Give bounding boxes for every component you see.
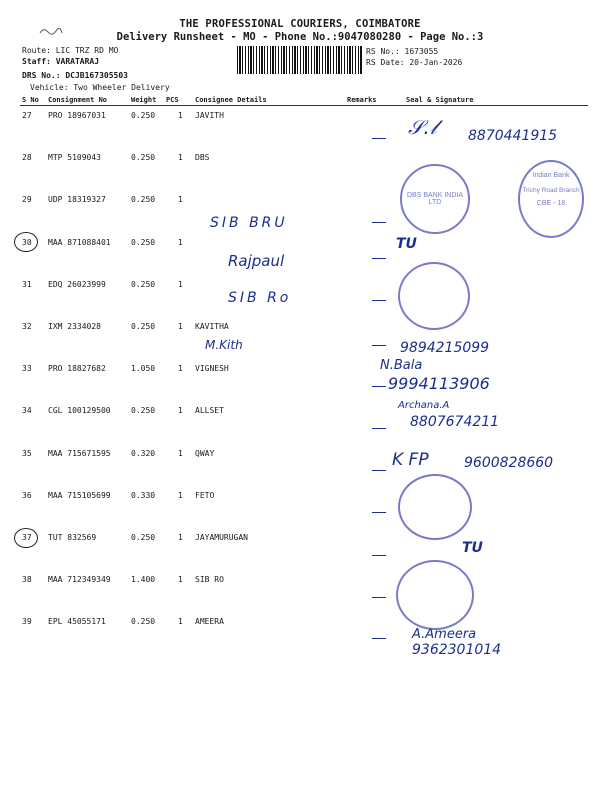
handwritten-sib-ro: SIB Ro — [228, 290, 292, 306]
office-stamp-row38 — [396, 560, 474, 630]
row-weight: 0.250 — [131, 406, 156, 415]
remark-dash — [372, 470, 386, 471]
circled-row-30 — [14, 232, 38, 252]
remark-dash — [372, 386, 386, 387]
document-subtitle: Delivery Runsheet - MO - Phone No.:9047080280 - Page No.:3 — [116, 31, 484, 43]
handwritten-phone-3: 9994113906 — [388, 374, 490, 393]
row-weight: 0.250 — [131, 280, 156, 289]
route-label: Route: LIC TRZ RD MO — [22, 46, 119, 55]
handwritten-archana: Archana.A — [398, 400, 450, 411]
row-consignee: JAYAMURUGAN — [195, 533, 248, 542]
col-consignee: Consignee Details — [195, 96, 267, 104]
row-consignment-no: PRO 18967031 — [48, 111, 106, 120]
signature-javith: 𝒮.𝓁 — [408, 115, 437, 139]
row-pcs: 1 — [178, 491, 183, 500]
row-consignee: KAVITHA — [195, 322, 229, 331]
row-consignee: VIGNESH — [195, 364, 229, 373]
rs-date: RS Date: 20-Jan-2026 — [366, 58, 463, 67]
row-consignment-no: MAA 712349349 — [48, 575, 111, 584]
row-consignee: AMEERA — [195, 617, 224, 626]
handwritten-phone-6: 9362301014 — [412, 642, 502, 658]
row-sno: 36 — [22, 491, 32, 500]
row-sno: 29 — [22, 195, 32, 204]
circled-row-37 — [14, 528, 38, 548]
row-consignee: ALLSET — [195, 406, 224, 415]
rs-number: RS No.: 1673055 — [366, 47, 439, 56]
remark-dash — [372, 258, 386, 259]
row-sno: 35 — [22, 449, 32, 458]
row-pcs: 1 — [178, 195, 183, 204]
row-consignment-no: UDP 18319327 — [48, 195, 106, 204]
row-pcs: 1 — [178, 153, 183, 162]
office-stamp-row31 — [398, 262, 470, 330]
row-weight: 0.250 — [131, 533, 156, 542]
remark-dash — [372, 345, 386, 346]
col-sno: S No — [22, 96, 39, 104]
bank-stamp-branch: Trichy Road Branch — [522, 187, 580, 194]
row-sno: 31 — [22, 280, 32, 289]
row-weight: 0.250 — [131, 195, 156, 204]
col-seal: Seal & Signature — [406, 96, 474, 104]
handwritten-kavitha-signature: M.Kith — [205, 338, 243, 352]
row-sno: 37 — [22, 533, 32, 542]
indian-bank-stamp — [518, 160, 584, 238]
row-consignment-no: MAA 871088401 — [48, 238, 111, 247]
row-consignment-no: TUT 832569 — [48, 533, 97, 542]
dbs-bank-stamp — [400, 164, 470, 234]
col-consignment: Consignment No — [48, 96, 108, 104]
remark-dash — [372, 638, 386, 639]
row-weight: 0.330 — [131, 491, 156, 500]
bank-stamp-code: CBE - 18 — [536, 200, 566, 207]
row-consignee: QWAY — [195, 449, 215, 458]
row-pcs: 1 — [178, 617, 183, 626]
handwritten-phone-2: 9894215099 — [400, 340, 490, 356]
dbs-stamp-text: DBS BANK INDIA LTD — [406, 192, 463, 206]
row-weight: 0.250 — [131, 153, 156, 162]
row-consignment-no: PRO 18827682 — [48, 364, 106, 373]
row-consignee: FETO — [195, 491, 215, 500]
col-weight: Weight — [131, 96, 157, 104]
row-weight: 0.320 — [131, 449, 156, 458]
handwritten-kfp: K FP — [392, 450, 429, 470]
handwritten-rajpaul: Rajpaul — [228, 252, 285, 270]
handwritten-tu-1: TU — [396, 236, 417, 252]
remark-dash — [372, 222, 386, 223]
handwritten-phone-5: 9600828660 — [464, 455, 554, 471]
row-sno: 38 — [22, 575, 32, 584]
bank-stamp-name: Indian Bank — [532, 172, 570, 179]
row-sno: 27 — [22, 111, 32, 120]
row-weight: 0.250 — [131, 111, 156, 120]
row-consignee: JAVITH — [195, 111, 224, 120]
row-consignment-no: MAA 715671595 — [48, 449, 111, 458]
row-weight: 1.400 — [131, 575, 156, 584]
row-consignment-no: MTP 5109043 — [48, 153, 101, 162]
office-stamp-row36 — [398, 474, 472, 540]
handwritten-tu-2: TU — [462, 540, 483, 556]
row-weight: 0.250 — [131, 617, 156, 626]
remark-dash — [372, 555, 386, 556]
document-title: THE PROFESSIONAL COURIERS, COIMBATORE — [179, 18, 421, 30]
remark-dash — [372, 300, 386, 301]
handwritten-phone-1: 8870441915 — [468, 128, 558, 144]
col-pcs: PCS — [166, 96, 179, 104]
row-pcs: 1 — [178, 364, 183, 373]
row-sno: 33 — [22, 364, 32, 373]
handwritten-sib-bru: SIB BRU — [210, 215, 288, 231]
header-rule — [20, 105, 588, 106]
row-pcs: 1 — [178, 533, 183, 542]
row-pcs: 1 — [178, 406, 183, 415]
remark-dash — [372, 512, 386, 513]
row-sno: 28 — [22, 153, 32, 162]
row-consignment-no: EDQ 26023999 — [48, 280, 106, 289]
row-weight: 1.050 — [131, 364, 156, 373]
remark-dash — [372, 597, 386, 598]
row-consignment-no: EPL 45055171 — [48, 617, 106, 626]
handwritten-ameera-signature: A.Ameera — [412, 627, 477, 642]
row-consignment-no: CGL 100129500 — [48, 406, 111, 415]
row-consignee: DBS — [195, 153, 210, 162]
row-weight: 0.250 — [131, 322, 156, 331]
row-sno: 34 — [22, 406, 32, 415]
row-sno: 32 — [22, 322, 32, 331]
row-pcs: 1 — [178, 449, 183, 458]
remark-dash — [372, 138, 386, 139]
row-pcs: 1 — [178, 280, 183, 289]
row-sno: 30 — [22, 238, 32, 247]
handwritten-vignesh-signature: N.Bala — [380, 358, 423, 373]
barcode — [237, 46, 363, 74]
row-pcs: 1 — [178, 238, 183, 247]
handwritten-phone-4: 8807674211 — [410, 414, 500, 430]
drs-number: DRS No.: DCJB167305503 — [22, 71, 128, 80]
row-consignee: SIB RO — [195, 575, 224, 584]
row-consignment-no: IXM 2334028 — [48, 322, 101, 331]
row-sno: 39 — [22, 617, 32, 626]
row-pcs: 1 — [178, 575, 183, 584]
remark-dash — [372, 428, 386, 429]
row-pcs: 1 — [178, 322, 183, 331]
staff-label: Staff: VARATARAJ — [22, 57, 100, 66]
row-pcs: 1 — [178, 111, 183, 120]
col-remarks: Remarks — [347, 96, 377, 104]
row-weight: 0.250 — [131, 238, 156, 247]
vehicle-label: Vehicle: Two Wheeler Delivery — [30, 83, 170, 92]
row-consignment-no: MAA 715105699 — [48, 491, 111, 500]
